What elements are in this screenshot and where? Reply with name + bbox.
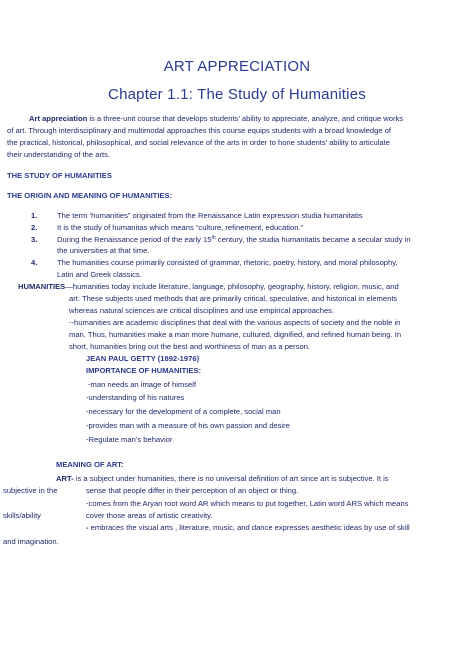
meaning-line-4-left: skills/ability <box>3 511 41 520</box>
importance-item-3: -necessary for the development of a complete, social man <box>86 407 281 416</box>
document-title: ART APPRECIATION <box>163 58 311 75</box>
humanities-line-5: man. Thus, humanities make a man more humane, cultured, dignified, and refined human being. In <box>69 330 402 339</box>
item-1-text: The term ‘humanities” originated from the Renaissance Latin expression studia humanitatis <box>57 211 363 220</box>
meaning-line-4-right: cover those areas of artistic creativity. <box>86 511 213 520</box>
importance-heading: IMPORTANCE OF HUMANITIES: <box>86 366 202 375</box>
chapter-title: Chapter 1.1: The Study of Humanities <box>108 86 366 103</box>
humanities-line-1-rest: —humanities today include literature, language, philosophy, geography, history, religion, music, and <box>65 282 399 291</box>
intro-line-1 <box>29 114 403 124</box>
item-3-sup: th <box>211 235 216 241</box>
meaning-line-5 <box>86 523 410 533</box>
intro-line-3: the practical, historical, philosophical, and social relevance of the arts in order to hone students’ ability to articulate <box>7 138 390 147</box>
meaning-line-5-text: embraces the visual arts , literature, music, and dance expresses aesthetic ideas by use of skill <box>88 523 410 532</box>
intro-line-4: their understanding of the arts. <box>7 150 111 159</box>
section-heading-study: THE STUDY OF HUMANITIES <box>7 171 112 180</box>
meaning-line-1-rest: is a subject under humanities, there is no universal definition of art since art is subjective. It is <box>73 474 389 483</box>
meaning-line-5-dash: - <box>86 523 89 532</box>
meaning-line-2-left: subjective in the <box>3 486 58 495</box>
item-4-number: 4. <box>31 258 38 267</box>
importance-item-4: -provides man with a measure of his own passion and desire <box>86 421 290 430</box>
item-3-text <box>57 235 411 245</box>
humanities-line-2: art. These subjects used methods that are primarily critical, speculative, and historical in elements <box>69 294 398 303</box>
meaning-line-1 <box>56 474 389 484</box>
item-3-text-b: century, the studia humanitatis became a secular study in <box>215 235 411 244</box>
humanities-term: HUMANITIES <box>18 282 66 291</box>
meaning-term: ART- <box>56 474 74 483</box>
meaning-line-3: -comes from the Aryan root word AR which means to put together, Latin word ARS which means <box>86 499 409 508</box>
item-1-number: 1. <box>31 211 38 220</box>
getty-heading: JEAN PAUL GETTY (1892-1976) <box>86 354 200 363</box>
intro-line-1-rest: is a three-unit course that develops students’ ability to appreciate, analyze, and critique works <box>87 114 404 123</box>
humanities-line-1 <box>18 282 399 292</box>
item-2-text: It is the study of humanitas which means “culture, refinement, education.” <box>57 223 304 232</box>
humanities-line-4: --humanities are academic disciplines that deal with the various aspects of society and the noble in <box>69 318 401 327</box>
item-4-text-line2: Latin and Greek classics. <box>57 270 142 279</box>
importance-item-2: -understanding of his natures <box>86 393 185 402</box>
item-3-text-line2: the universities at that time. <box>57 246 150 255</box>
meaning-line-2-right: sense that people differ in their perception of an object or thing. <box>86 486 299 495</box>
intro-term: Art appreciation <box>29 114 88 123</box>
item-4-text: The humanities course primarily consisted of grammar, rhetoric, poetry, history, and moral philosophy, <box>57 258 398 267</box>
importance-item-1: -man needs an image of himself <box>88 380 197 389</box>
item-2-number: 2. <box>31 223 38 232</box>
section-heading-origin: THE ORIGIN AND MEANING OF HUMANITIES: <box>7 191 173 200</box>
item-3-number: 3. <box>31 235 38 244</box>
humanities-line-3: whereas natural sciences are critical disciplines and use empirical approaches. <box>69 306 335 315</box>
meaning-line-6: and imagination. <box>3 537 59 546</box>
intro-line-2: of art. Through interdisciplinary and multimodal approaches this course equips students with a broad knowledge of <box>7 126 391 135</box>
importance-item-5: -Regulate man’s behavior <box>86 435 173 444</box>
item-3-text-a: During the Renaissance period of the early 15 <box>57 235 212 244</box>
meaning-heading: MEANING OF ART: <box>56 460 124 469</box>
humanities-line-6: short, humanities bring out the best and worthiness of man as a person. <box>69 342 311 351</box>
